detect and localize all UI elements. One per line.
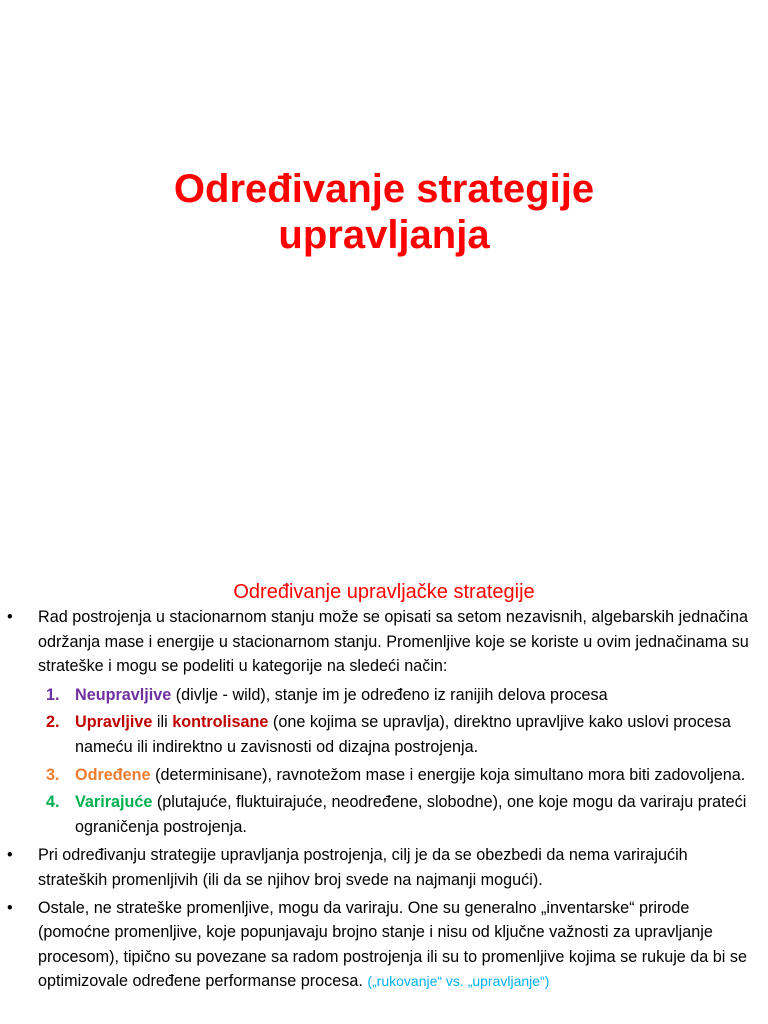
list-number: 2. [46,713,60,732]
list-item [0,763,768,788]
term-neupravljive: Neupravljive [75,685,172,704]
bullet-text-3: Ostale, ne strateške promenljive, mogu da variraju. One su generalno „inventarske“ prirode (pomoćne promenljive, koje popunjavaju brojno stanje i nisu od ključne važnosti za upravljanje procesom), tipično su povezane sa radom postrojenja ili su to promenljive kojima se rukuje da bi se optimizovale određene performanse procesa. [38,898,748,991]
term-kontrolisane: kontrolisane [172,713,269,732]
section-heading: Određivanje upravljačke strategije [233,581,535,603]
category-list [0,683,768,840]
bullet-dot: • [7,846,13,865]
slide-title-line2: upravljanja [278,213,490,257]
list-number: 3. [46,765,60,784]
item-text: (divlje - wild), stanje im je određeno iz ranijih delova procesa [171,685,608,704]
list-number: 1. [46,685,60,704]
item-connector: ili [152,713,173,732]
bullet-dot: • [7,608,13,626]
slide-title [0,166,768,258]
list-number: 4. [46,793,60,812]
bullet-dot: • [7,898,13,917]
slide-title-line1: Određivanje strategije [173,167,595,211]
rukovanje-note: („rukovanje“ vs. „upravljanje“) [367,973,550,990]
slide-content [0,605,768,997]
item-text: (plutajuće, fluktuirajuće, neodređene, slobodne), one koje mogu da variraju prateći ograničenja postrojenja. [75,793,747,836]
bullet-text-1: Rad postrojenja u stacionarnom stanju može se opisati sa setom nezavisnih, algebarskih jednačina održanja mase i energije u stacionarnom stanju. Promenljive koje se koriste u ovim jednačinama su strateške i mogu se podeliti u kategorije na sledeći način: [38,608,749,676]
term-upravljive: Upravljive [75,713,153,732]
item-text: (one kojima se upravlja), direktno upravljive kako uslovi procesa nameću ili indirektno u zavisnosti od dizajna postrojenja. [75,713,731,756]
list-item [0,710,768,759]
term-varirajuce: Varirajuće [75,793,153,812]
bullet-paragraph-2 [0,843,768,892]
bullet-paragraph-1 [0,605,768,679]
term-odredjene: Određene [75,765,151,784]
list-item [0,790,768,839]
item-text: (determinisane), ravnotežom mase i energije koja simultano mora biti zadovoljena. [150,765,746,784]
bullet-text-2: Pri određivanju strategije upravljanja postrojenja, cilj je da se obezbedi da nema varirajućih strateških promenljivih (ili da se njihov broj svede na najmanji mogući). [38,846,688,889]
list-item [0,683,768,708]
bullet-paragraph-3 [0,896,768,994]
